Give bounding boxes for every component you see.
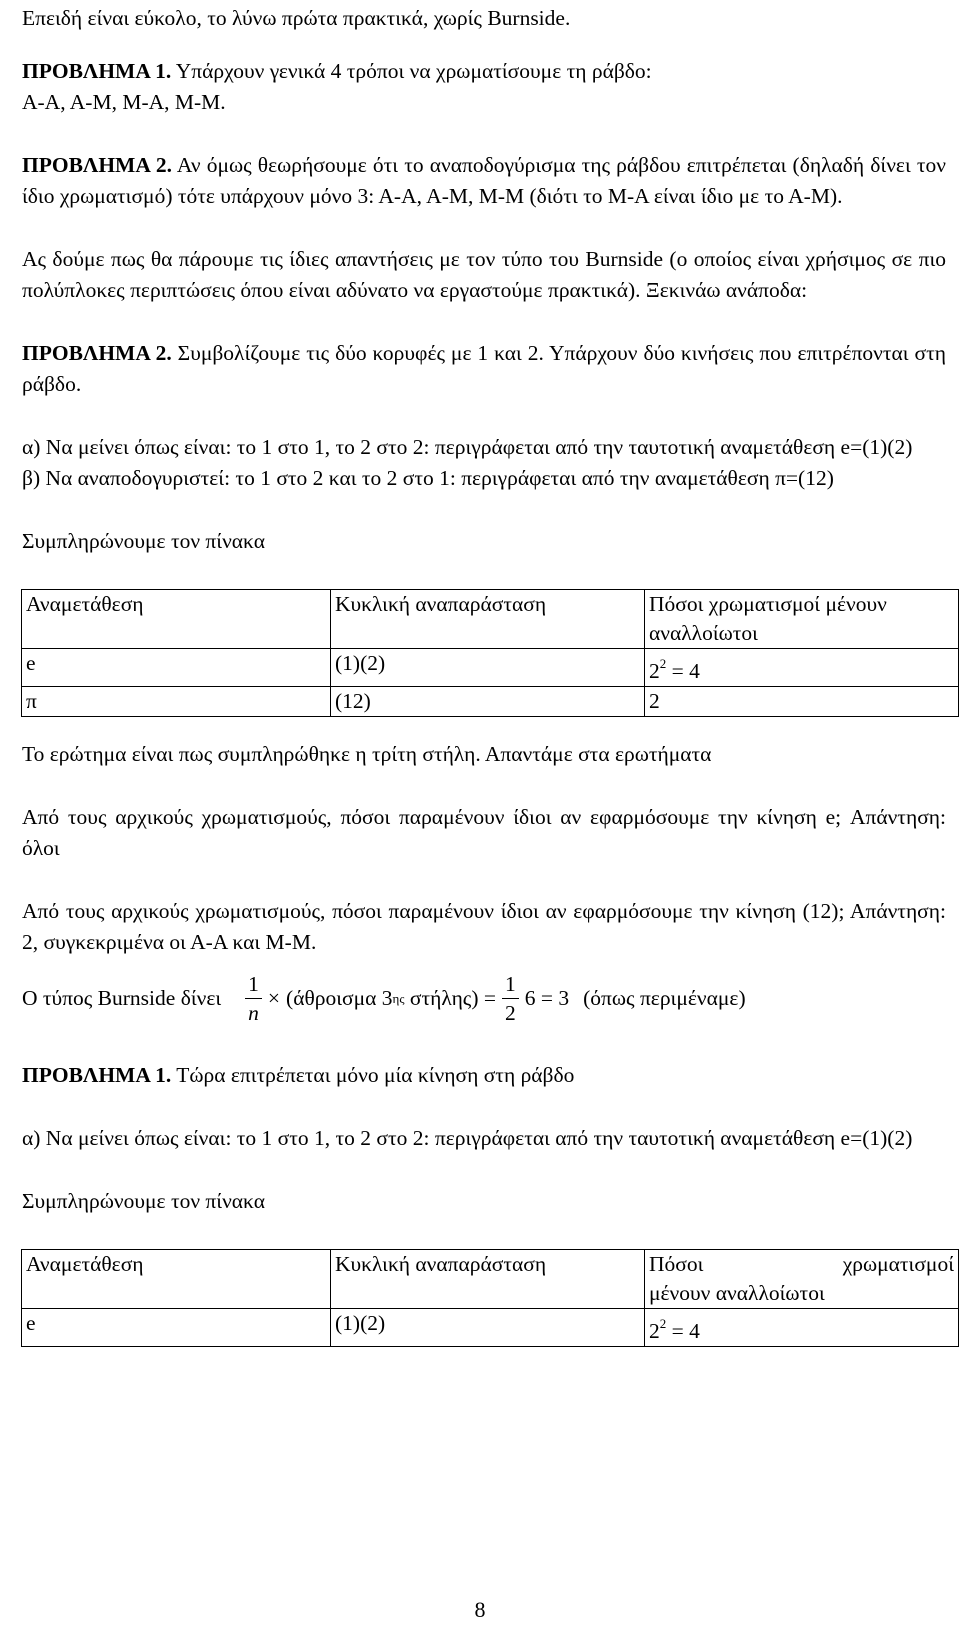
power-base: 2 xyxy=(649,659,660,683)
header-word: Πόσοι xyxy=(649,1252,704,1276)
intro-paragraph: Επειδή είναι εύκολο, το λύνω πρώτα πρακτικά, χωρίς Burnside. xyxy=(22,6,571,30)
table-header-cell: Αναμετάθεση xyxy=(22,590,331,649)
problem1b-text: Τώρα επιτρέπεται μόνο μία κίνηση στη ράβδο xyxy=(171,1063,575,1087)
fill-table-label-2: Συμπληρώνουμε τον πίνακα xyxy=(22,1189,265,1213)
header-line: μένουν αναλλοίωτοι xyxy=(649,1281,825,1305)
fraction-1-over-n xyxy=(245,970,262,1027)
fraction-denominator: n xyxy=(248,1000,259,1025)
header-word: χρωματισμοί xyxy=(842,1252,954,1276)
burnside-paragraph: Ας δούμε πως θα πάρουμε τις ίδιες απαντήσεις με τον τύπο του Burnside (ο οποίος είναι χρήσιμος σε πιο πολύπλοκες περιπτώσεις όπου είναι αδύνατο να εργαστούμε πρακτικά). Ξεκινάω ανάποδα: xyxy=(22,247,946,302)
table-header-cell: Κυκλική αναπαράσταση xyxy=(331,1250,645,1309)
formula-note: (όπως περιμέναμε) xyxy=(583,985,746,1010)
table-cell: (1)(2) xyxy=(331,1309,645,1347)
fraction-1-over-2 xyxy=(502,970,519,1027)
power-exponent: 2 xyxy=(659,656,667,671)
table-cell: 2 xyxy=(645,687,959,717)
table-cell: (1)(2) xyxy=(331,649,645,687)
table-header-cell xyxy=(645,1250,959,1309)
formula-sum-post: στήλης) = xyxy=(404,985,496,1010)
table-cell xyxy=(645,1309,959,1347)
table-header-cell: Κυκλική αναπαράσταση xyxy=(331,590,645,649)
move-a2-paragraph: α) Να μείνει όπως είναι: το 1 στο 1, το 2 στο 2: περιγράφεται από την ταυτοτική αναμετάθεση e=(1)(2) xyxy=(22,1126,913,1150)
table-header-cell: Αναμετάθεση xyxy=(22,1250,331,1309)
table-header-cell: Πόσοι χρωματισμοί μένουν αναλλοίωτοι xyxy=(645,590,959,649)
problem2-paragraph xyxy=(22,150,946,212)
problem1b-paragraph xyxy=(22,1060,946,1091)
question-paragraph: Το ερώτημα είναι πως συμπληρώθηκε η τρίτη στήλη. Απαντάμε στα ερωτήματα xyxy=(22,742,712,766)
table-cell: π xyxy=(22,687,331,717)
formula-lead: Ο τύπος Burnside δίνει xyxy=(22,985,222,1010)
table-row xyxy=(22,687,959,717)
problem1b-heading: ΠΡΟΒΛΗΜΑ 1. xyxy=(22,1063,172,1087)
problem1-list: Α-Α, Α-Μ, Μ-Α, Μ-Μ. xyxy=(22,90,226,114)
document-page xyxy=(22,0,954,1347)
power-result: = 4 xyxy=(666,659,700,683)
table-cell xyxy=(645,649,959,687)
permutation-table-1 xyxy=(21,589,959,717)
times-symbol: × xyxy=(267,985,281,1010)
question-2-paragraph: Από τους αρχικούς χρωματισμούς, πόσοι παραμένουν ίδιοι αν εφαρμόσουμε την κίνηση (12); Απάντηση: 2, συγκεκριμένα οι Α-Α και Μ-Μ. xyxy=(22,899,946,954)
problem1-text: Υπάρχουν γενικά 4 τρόποι να χρωματίσουμε τη ράβδο: xyxy=(171,59,652,83)
problem2b-heading: ΠΡΟΒΛΗΜΑ 2. xyxy=(22,341,172,365)
table-cell: e xyxy=(22,649,331,687)
problem1-heading: ΠΡΟΒΛΗΜΑ 1. xyxy=(22,59,172,83)
table-cell: e xyxy=(22,1309,331,1347)
power-base: 2 xyxy=(649,1319,660,1343)
table-header-row xyxy=(22,590,959,649)
problem2-heading: ΠΡΟΒΛΗΜΑ 2. xyxy=(22,153,172,177)
fraction-denominator: 2 xyxy=(505,1000,516,1025)
problem1-paragraph xyxy=(22,56,946,87)
fraction-numerator: 1 xyxy=(502,970,519,999)
permutation-table-2 xyxy=(21,1249,959,1347)
formula-sum-pre: (άθροισμα 3 xyxy=(286,985,393,1010)
table-header-row xyxy=(22,1250,959,1309)
fraction-numerator: 1 xyxy=(245,970,262,999)
page-number: 8 xyxy=(474,1597,486,1622)
problem2b-text: Συμβολίζουμε τις δύο κορυφές με 1 και 2. Υπάρχουν δύο κινήσεις που επιτρέπονται στη ράβδο. xyxy=(22,341,946,396)
burnside-formula xyxy=(22,958,946,1038)
problem2b-paragraph xyxy=(22,338,946,400)
problem2-text: Αν όμως θεωρήσουμε ότι το αναποδογύρισμα της ράβδου επιτρέπεται (δηλαδή δίνει τον ίδιο χρωματισμό) τότε υπάρχουν μόνο 3: Α-Α, Α-Μ, Μ-Μ (διότι το Μ-Α είναι ίδιο με το Α-Μ). xyxy=(22,153,946,208)
formula-sum-sup: ης xyxy=(392,990,405,1006)
power-exponent: 2 xyxy=(659,1316,667,1331)
formula-tail: 6 = 3 xyxy=(524,985,570,1010)
table-row xyxy=(22,1309,959,1347)
power-result: = 4 xyxy=(666,1319,700,1343)
question-1-paragraph: Από τους αρχικούς χρωματισμούς, πόσοι παραμένουν ίδιοι αν εφαρμόσουμε την κίνηση e; Απάντηση: όλοι xyxy=(22,805,946,860)
table-cell: (12) xyxy=(331,687,645,717)
table-row xyxy=(22,649,959,687)
fill-table-label-1: Συμπληρώνουμε τον πίνακα xyxy=(22,529,265,553)
move-b-paragraph: β) Να αναποδογυριστεί: το 1 στο 2 και το 2 στο 1: περιγράφεται από την αναμετάθεση π=(12) xyxy=(22,466,834,490)
move-a-paragraph: α) Να μείνει όπως είναι: το 1 στο 1, το 2 στο 2: περιγράφεται από την ταυτοτική αναμετάθεση e=(1)(2) xyxy=(22,435,913,459)
